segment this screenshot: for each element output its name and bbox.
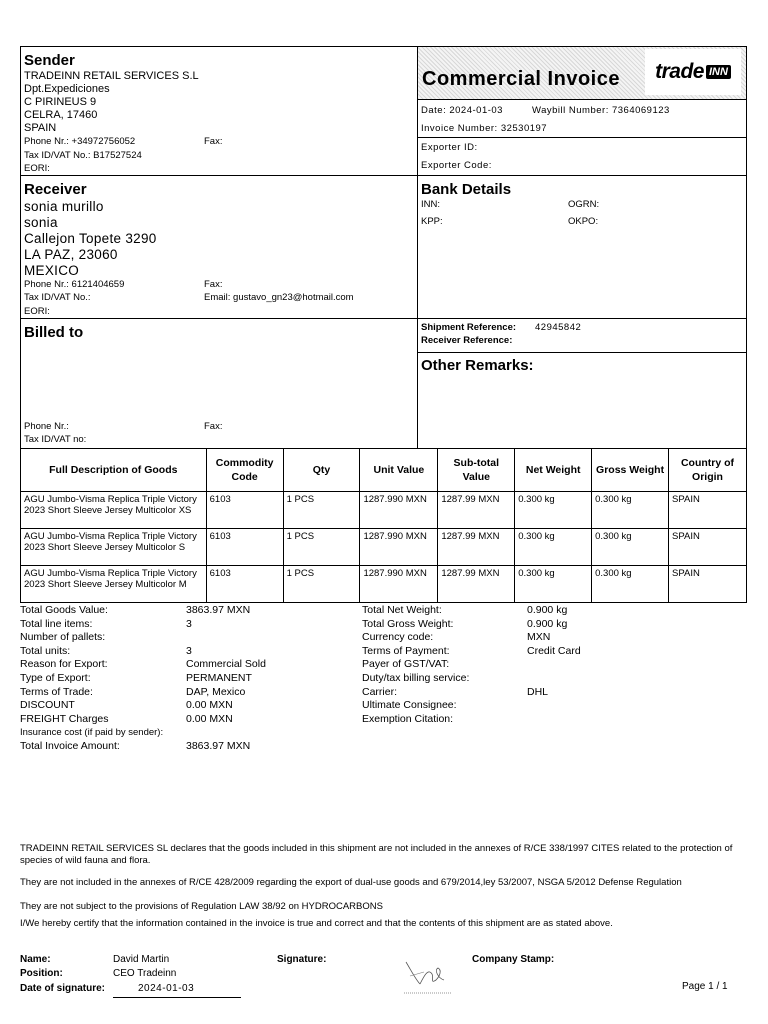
bank-title: Bank Details bbox=[421, 181, 512, 198]
summary-label: Payer of GST/VAT: bbox=[362, 658, 450, 671]
company-stamp-label: Company Stamp: bbox=[472, 954, 555, 965]
receiver-phone-label: Phone Nr.: bbox=[24, 279, 69, 290]
sender-phone: +34972756052 bbox=[71, 136, 136, 147]
item-net-weight: 0.300 kg bbox=[515, 566, 592, 603]
item-description: AGU Jumbo-Visma Replica Triple Victory 2023 Short Sleeve Jersey Multicolor XS bbox=[21, 492, 207, 529]
summary-label: Insurance cost (if paid by sender): bbox=[20, 727, 164, 739]
receiver-line: sonia murillo bbox=[24, 199, 104, 214]
summary-value: 0.900 kg bbox=[527, 617, 568, 630]
signoff-date: 2024-01-03 bbox=[138, 983, 195, 994]
table-row bbox=[21, 529, 747, 566]
summary-label: Type of Export: bbox=[20, 671, 91, 684]
billed-tax-label: Tax ID/VAT no: bbox=[24, 434, 87, 445]
summary-value bbox=[186, 726, 266, 740]
col-qty: Qty bbox=[283, 449, 360, 492]
col-gross-weight: Gross Weight bbox=[592, 449, 669, 492]
sender-address bbox=[24, 70, 199, 135]
billed-title: Billed to bbox=[24, 324, 84, 341]
summary-value: DAP, Mexico bbox=[186, 685, 246, 698]
item-net-weight: 0.300 kg bbox=[515, 529, 592, 566]
logo-badge: INN bbox=[706, 65, 731, 79]
summary-value: 3863.97 MXN bbox=[186, 604, 251, 616]
summary-value: Credit Card bbox=[527, 644, 581, 657]
col-commodity-code: Commodity Code bbox=[206, 449, 283, 492]
okpo-label: OKPO: bbox=[568, 216, 599, 227]
summary-value bbox=[186, 631, 266, 645]
signoff-name: David Martin bbox=[113, 954, 170, 965]
summary-label: Total Invoice Amount: bbox=[20, 739, 120, 752]
signature-label: Signature: bbox=[277, 954, 327, 965]
col-net-weight: Net Weight bbox=[515, 449, 592, 492]
summary-value: PERMANENT bbox=[186, 671, 252, 684]
summary-label: Total Net Weight: bbox=[362, 604, 442, 616]
sender-title: Sender bbox=[24, 52, 75, 69]
sender-line: Dpt.Expediciones bbox=[24, 83, 110, 95]
item-subtotal: 1287.99 MXN bbox=[438, 566, 515, 603]
signoff-position: CEO Tradeinn bbox=[113, 968, 177, 979]
receiver-fax-label: Fax: bbox=[204, 279, 223, 290]
summary-label: Currency code: bbox=[362, 631, 434, 644]
summary-value: 3 bbox=[186, 644, 192, 657]
item-code: 6103 bbox=[206, 529, 283, 566]
item-description: AGU Jumbo-Visma Replica Triple Victory 2023 Short Sleeve Jersey Multicolor M bbox=[21, 566, 207, 603]
page-number: Page 1 / 1 bbox=[682, 981, 728, 992]
receiver-title: Receiver bbox=[24, 181, 87, 198]
receiver-tax-label: Tax ID/VAT No.: bbox=[24, 292, 91, 303]
declaration-cites: TRADEINN RETAIL SERVICES SL declares that the goods included in this shipment are not included in the annexes of R/CE 338/1997 CITES related to the protection of species of wild fauna and flora. bbox=[20, 843, 733, 866]
sender-eori-label: EORI: bbox=[24, 163, 50, 174]
item-unit-value: 1287.990 MXN bbox=[360, 492, 438, 529]
signoff-name-label: Name: bbox=[20, 954, 51, 965]
summary-label: Exemption Citation: bbox=[362, 712, 454, 725]
invoice-divider-1 bbox=[417, 99, 747, 100]
signoff-date-label: Date of signature: bbox=[20, 983, 106, 994]
item-origin: SPAIN bbox=[669, 529, 747, 566]
item-gross-weight: 0.300 kg bbox=[592, 566, 669, 603]
receiver-email-label: Email: bbox=[204, 292, 231, 303]
sender-line: C PIRINEUS 9 bbox=[24, 96, 97, 108]
receiver-phone: 6121404659 bbox=[71, 279, 125, 290]
summary-value: 3863.97 MXN bbox=[186, 739, 251, 752]
kpp-label: KPP: bbox=[421, 216, 443, 227]
summary-label: Duty/tax billing service: bbox=[362, 671, 470, 684]
declaration-hydrocarbons: They are not subject to the provisions of Regulation LAW 38/92 on HYDROCARBONS bbox=[20, 901, 383, 912]
sender-tax-row bbox=[24, 149, 142, 162]
declaration-dual-use: They are not included in the annexes of R/CE 428/2009 regarding the export of dual-use goods and 679/2014,ley 53/2007, NSGA 5/2012 Defense Regulation bbox=[20, 877, 682, 888]
exporter-code-label: Exporter Code: bbox=[421, 160, 492, 171]
item-unit-value: 1287.990 MXN bbox=[360, 529, 438, 566]
receiver-line: MEXICO bbox=[24, 263, 80, 278]
item-qty: 1 PCS bbox=[283, 566, 360, 603]
col-unit-value: Unit Value bbox=[360, 449, 438, 492]
summary-value: DHL bbox=[527, 685, 549, 698]
summary-label: Ultimate Consignee: bbox=[362, 699, 457, 712]
summary-left-values bbox=[186, 604, 266, 754]
summary-right-labels bbox=[362, 604, 469, 726]
item-gross-weight: 0.300 kg bbox=[592, 492, 669, 529]
item-gross-weight: 0.300 kg bbox=[592, 529, 669, 566]
remarks-title: Other Remarks: bbox=[421, 357, 534, 374]
item-qty: 1 PCS bbox=[283, 529, 360, 566]
waybill-number: 7364069123 bbox=[611, 105, 670, 116]
table-row bbox=[21, 566, 747, 603]
summary-value: MXN bbox=[527, 631, 551, 644]
receiver-ref-label: Receiver Reference: bbox=[421, 335, 513, 346]
item-unit-value: 1287.990 MXN bbox=[360, 566, 438, 603]
billed-phone-label: Phone Nr.: bbox=[24, 421, 69, 432]
sender-phone-label: Phone Nr.: bbox=[24, 136, 69, 147]
table-row bbox=[21, 492, 747, 529]
signoff-position-label: Position: bbox=[20, 968, 63, 979]
receiver-line: LA PAZ, 23060 bbox=[24, 247, 118, 262]
summary-left-labels bbox=[20, 604, 163, 754]
goods-header-row bbox=[21, 449, 747, 492]
invoice-date-label: Date: bbox=[421, 105, 447, 116]
item-code: 6103 bbox=[206, 492, 283, 529]
declaration-certify: I/We hereby certify that the information contained in the invoice is true and correct and that the contents of this shipment are as stated above. bbox=[20, 918, 613, 929]
sender-line: TRADEINN RETAIL SERVICES S.L bbox=[24, 70, 199, 82]
sender-line: SPAIN bbox=[24, 122, 57, 134]
receiver-phone-row bbox=[24, 278, 124, 291]
sender-tax-label: Tax ID/VAT No.: bbox=[24, 150, 91, 161]
sender-line: CELRA, 17460 bbox=[24, 109, 98, 121]
sender-fax-label: Fax: bbox=[204, 136, 223, 147]
ogrn-label: OGRN: bbox=[568, 199, 600, 210]
inn-label: INN: bbox=[421, 199, 440, 210]
invoice-title: Commercial Invoice bbox=[422, 68, 620, 90]
summary-label: Total Gross Weight: bbox=[362, 617, 454, 630]
summary-label: Number of pallets: bbox=[20, 631, 106, 644]
col-description: Full Description of Goods bbox=[21, 449, 207, 492]
goods-table bbox=[20, 448, 747, 603]
item-subtotal: 1287.99 MXN bbox=[438, 529, 515, 566]
signoff-date-underline bbox=[113, 997, 241, 998]
summary-label: Terms of Payment: bbox=[362, 644, 450, 657]
shipment-ref-label: Shipment Reference: bbox=[421, 322, 517, 333]
summary-right-values bbox=[527, 604, 581, 699]
invoice-number-row bbox=[421, 122, 547, 135]
invoice-divider-2 bbox=[417, 137, 747, 138]
receiver-eori-label: EORI: bbox=[24, 306, 50, 317]
invoice-date: 2024-01-03 bbox=[449, 105, 503, 116]
summary-label: Reason for Export: bbox=[20, 658, 108, 671]
billed-fax-label: Fax: bbox=[204, 421, 223, 432]
summary-value: Commercial Sold bbox=[186, 658, 266, 671]
summary-value bbox=[527, 672, 581, 686]
receiver-email: gustavo_gn23@hotmail.com bbox=[233, 292, 354, 303]
col-country: Country of Origin bbox=[669, 449, 747, 492]
item-net-weight: 0.300 kg bbox=[515, 492, 592, 529]
summary-value: 0.00 MXN bbox=[186, 712, 233, 725]
summary-label: FREIGHT Charges bbox=[20, 712, 109, 725]
receiver-address bbox=[24, 199, 157, 279]
summary-label: Total line items: bbox=[20, 617, 93, 630]
summary-value: 3 bbox=[186, 617, 192, 630]
summary-label: Total Goods Value: bbox=[20, 604, 108, 616]
receiver-line: Callejon Topete 3290 bbox=[24, 231, 157, 246]
waybill-label: Waybill Number: bbox=[532, 105, 609, 116]
logo-text: trade bbox=[655, 60, 704, 83]
summary-label: DISCOUNT bbox=[20, 699, 75, 712]
item-subtotal: 1287.99 MXN bbox=[438, 492, 515, 529]
waybill-row bbox=[532, 104, 670, 117]
tradeinn-logo bbox=[645, 49, 741, 95]
summary-value: 0.00 MXN bbox=[186, 699, 233, 712]
invoice-date-row bbox=[421, 104, 503, 117]
sender-tax: B17527524 bbox=[93, 150, 142, 161]
invoice-number-label: Invoice Number: bbox=[421, 123, 498, 134]
summary-value: 0.900 kg bbox=[527, 604, 568, 616]
summary-label: Terms of Trade: bbox=[20, 685, 93, 698]
invoice-number: 32530197 bbox=[500, 123, 548, 134]
item-origin: SPAIN bbox=[669, 492, 747, 529]
shipment-ref: 42945842 bbox=[535, 322, 582, 333]
item-code: 6103 bbox=[206, 566, 283, 603]
item-origin: SPAIN bbox=[669, 566, 747, 603]
summary-value bbox=[527, 658, 581, 672]
item-description: AGU Jumbo-Visma Replica Triple Victory 2023 Short Sleeve Jersey Multicolor S bbox=[21, 529, 207, 566]
summary-label: Carrier: bbox=[362, 685, 398, 698]
receiver-line: sonia bbox=[24, 215, 58, 230]
item-qty: 1 PCS bbox=[283, 492, 360, 529]
signature-scribble bbox=[398, 954, 458, 998]
col-subtotal: Sub-total Value bbox=[438, 449, 515, 492]
exporter-id-label: Exporter ID: bbox=[421, 142, 478, 153]
sender-phone-row bbox=[24, 135, 135, 148]
summary-label: Total units: bbox=[20, 644, 71, 657]
receiver-email-row bbox=[204, 291, 354, 304]
